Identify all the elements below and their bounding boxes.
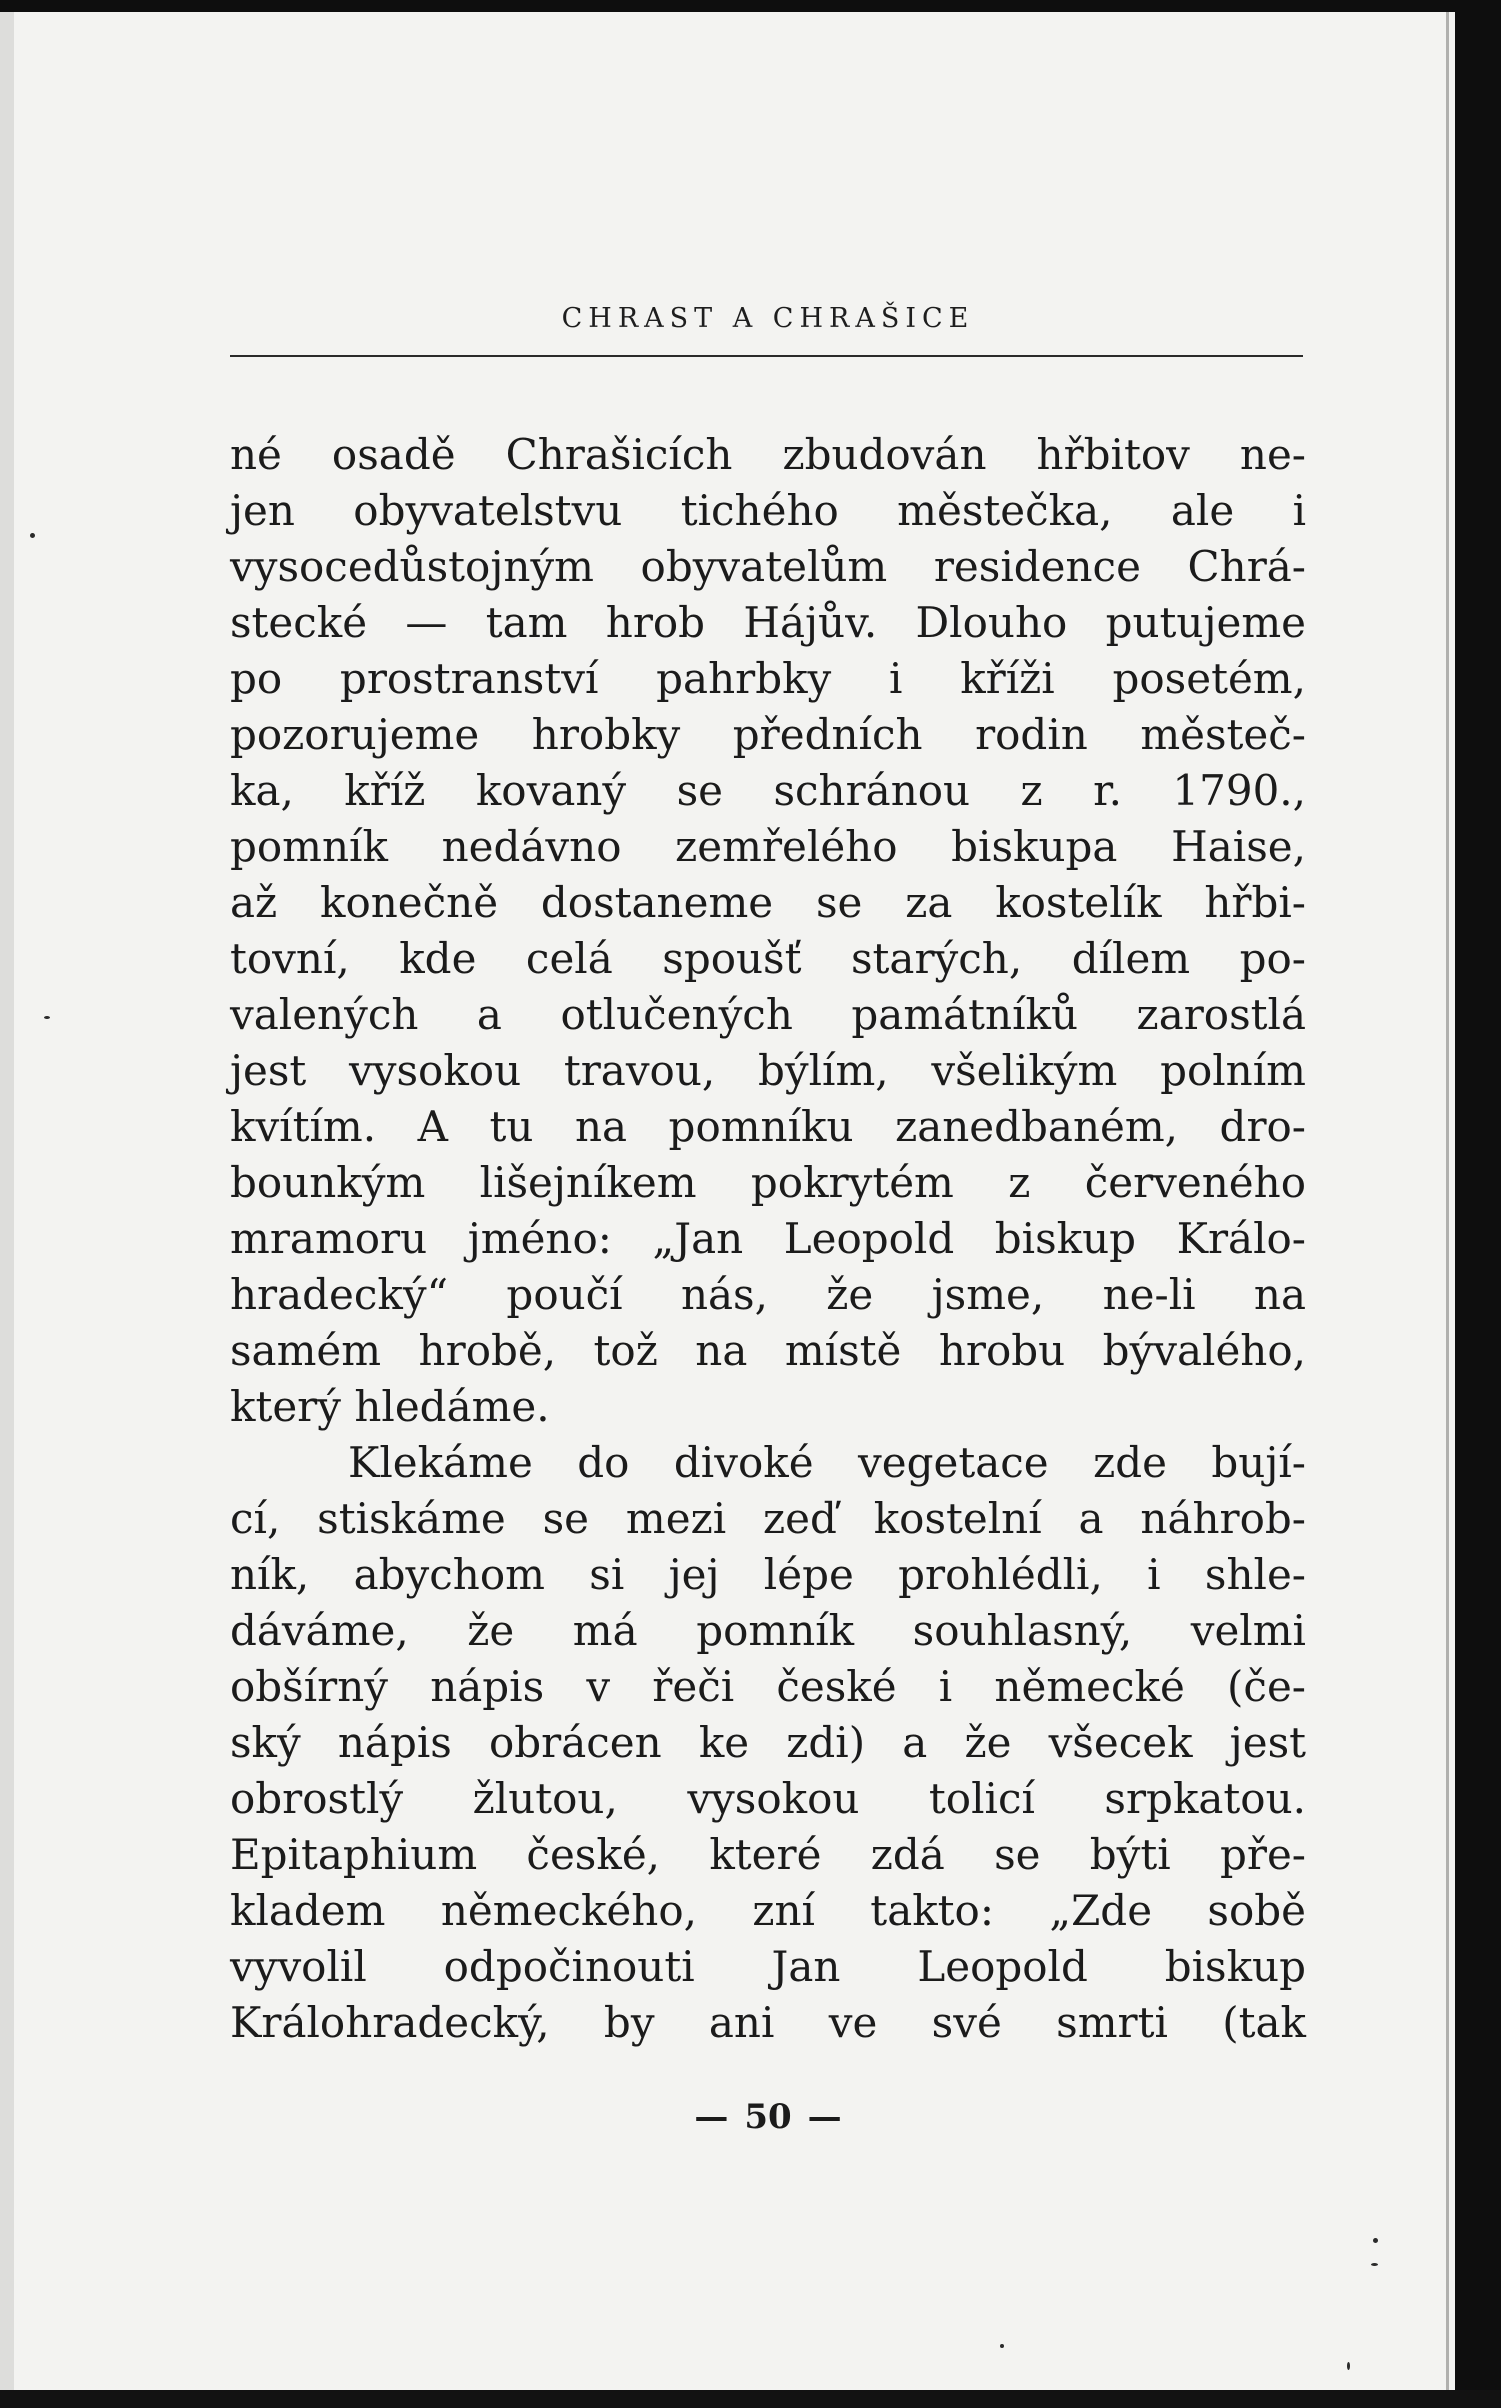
scan-border-top xyxy=(0,0,1501,12)
text-line: jen obyvatelstvu tichého městečka, ale i xyxy=(230,486,1306,535)
scan-border-left xyxy=(0,12,14,2390)
scan-speck xyxy=(44,1016,50,1019)
text-line: obrostlý žlutou, vysokou tolicí srpkatou. xyxy=(230,1774,1306,1823)
text-line: kladem německého, zní takto: „Zde sobě xyxy=(230,1886,1306,1935)
text-line: ka, kříž kovaný se schránou z r. 1790., xyxy=(230,766,1306,815)
page-number-value: 50 xyxy=(744,2097,792,2137)
text-line: stecké — tam hrob Hájův. Dlouho putujeme xyxy=(230,598,1306,647)
text-line: né osadě Chrašicích zbudován hřbitov ne- xyxy=(230,430,1306,479)
text-line: vyvolil odpočinouti Jan Leopold biskup xyxy=(230,1942,1306,1991)
scan-border-right xyxy=(1455,0,1501,2408)
text-line: pozorujeme hrobky předních rodin městeč- xyxy=(230,710,1306,759)
scan-speck xyxy=(1347,2362,1350,2370)
page-number-dash-right: — xyxy=(807,2097,842,2137)
header-rule xyxy=(230,355,1303,357)
text-line: dáváme, že má pomník souhlasný, velmi xyxy=(230,1606,1306,1655)
text-line: valených a otlučených památníků zarostlá xyxy=(230,990,1306,1039)
text-line: Epitaphium české, které zdá se býti pře- xyxy=(230,1830,1306,1879)
text-line: ský nápis obrácen ke zdi) a že všecek jest xyxy=(230,1718,1306,1767)
text-line: obšírný nápis v řeči české i německé (če- xyxy=(230,1662,1306,1711)
text-line: který hledáme. xyxy=(230,1382,550,1431)
scan-speck xyxy=(1000,2344,1004,2348)
text-line: ník, abychom si jej lépe prohlédli, i shle- xyxy=(230,1550,1306,1599)
scan-speck xyxy=(1371,2263,1378,2266)
page-number-dash-left: — xyxy=(694,2097,729,2137)
text-line: Klekáme do divoké vegetace zde bují- xyxy=(348,1438,1306,1487)
text-line: až konečně dostaneme se za kostelík hřbi- xyxy=(230,878,1306,927)
text-line: bounkým lišejníkem pokrytém z červeného xyxy=(230,1158,1306,1207)
page-edge-shadow xyxy=(1446,12,1449,2390)
text-line: vysocedůstojným obyvatelům residence Chrá- xyxy=(230,542,1306,591)
text-line: tovní, kde celá spoušť starých, dílem po- xyxy=(230,934,1306,983)
paragraph xyxy=(230,427,1306,1435)
page-number xyxy=(230,2096,1306,2138)
scan-border-bottom xyxy=(0,2390,1501,2408)
text-line: po prostranství pahrbky i kříži posetém, xyxy=(230,654,1306,703)
scan-speck xyxy=(1373,2238,1378,2243)
text-line: jest vysokou travou, býlím, všelikým polním xyxy=(230,1046,1306,1095)
paragraph xyxy=(230,1435,1306,2051)
text-line: hradecký“ poučí nás, že jsme, ne-li na xyxy=(230,1270,1306,1319)
text-line: cí, stiskáme se mezi zeď kostelní a náhrob- xyxy=(230,1494,1306,1543)
text-line: samém hrobě, tož na místě hrobu bývalého, xyxy=(230,1326,1306,1375)
scan-speck xyxy=(30,533,35,538)
text-line: pomník nedávno zemřelého biskupa Haise, xyxy=(230,822,1306,871)
text-block xyxy=(230,427,1306,2051)
text-line: mramoru jméno: „Jan Leopold biskup Králo- xyxy=(230,1214,1306,1263)
text-line: Králohradecký, by ani ve své smrti (tak xyxy=(230,1998,1306,2047)
running-head: CHRAST A CHRAŠICE xyxy=(561,303,975,334)
text-line: kvítím. A tu na pomníku zanedbaném, dro- xyxy=(230,1102,1306,1151)
